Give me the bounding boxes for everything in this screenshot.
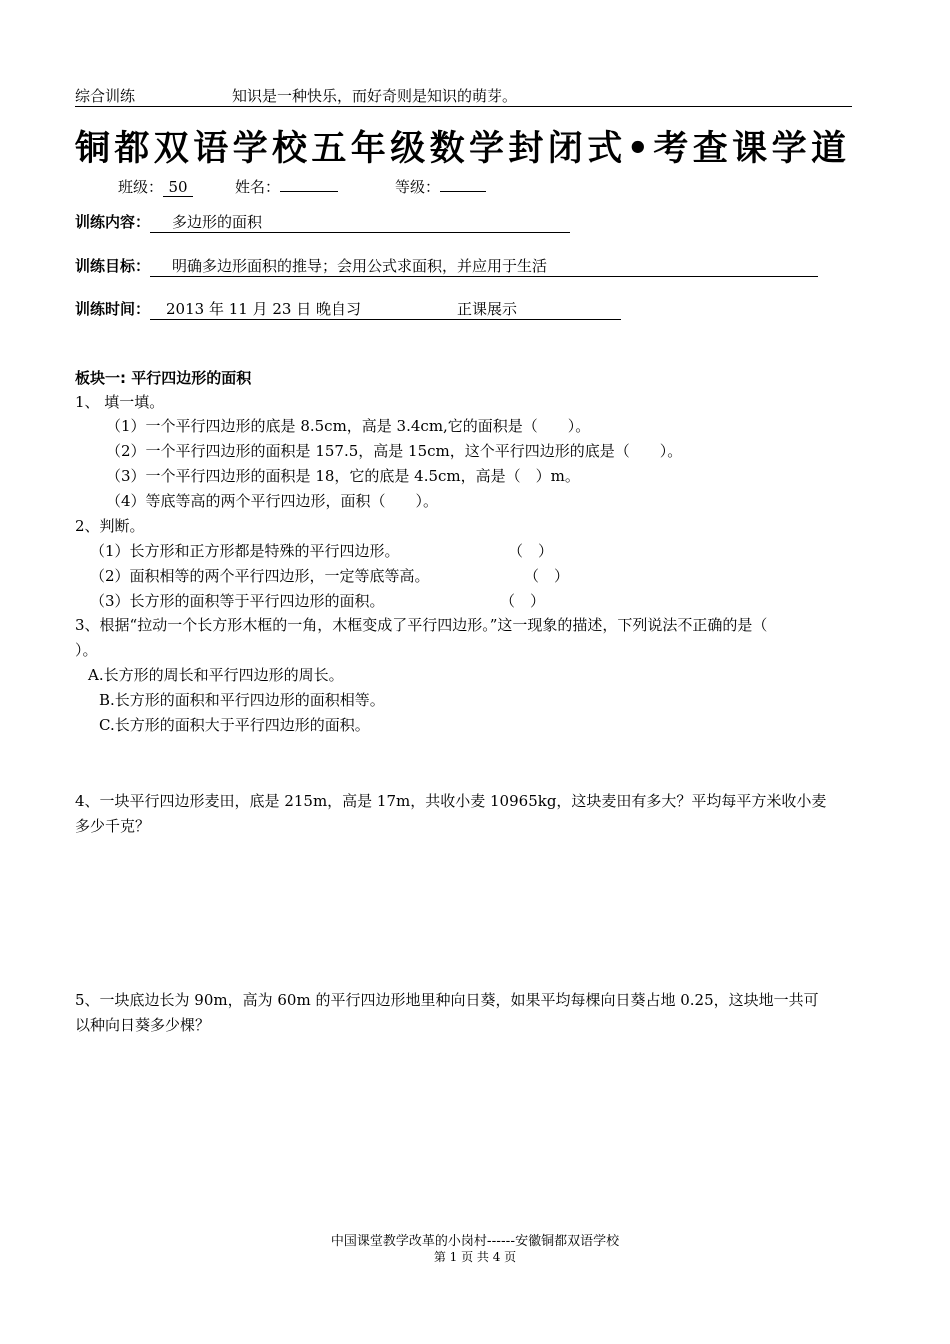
question-3-stem: 3、根据“拉动一个长方形木框的一角，木框变成了平行四边形。”这一现象的描述，下列说法不正确的是（ — [75, 616, 768, 634]
training-time-row — [75, 299, 621, 320]
question-5-text-continued: 以种向日葵多少棵？ — [75, 1016, 211, 1034]
name-value[interactable] — [280, 191, 338, 192]
training-content-label: 训练内容： — [75, 213, 151, 231]
name-field — [235, 176, 338, 197]
training-time-label: 训练时间： — [75, 300, 151, 318]
class-field — [118, 176, 193, 197]
question-2-answer-paren[interactable]: （ ） — [524, 567, 570, 585]
question-2-item: （1）长方形和正方形都是特殊的平行四边形。 — [90, 542, 400, 560]
question-1-stem: 1、 填一填。 — [75, 393, 165, 411]
grade-field — [395, 176, 486, 197]
class-value[interactable]: 50 — [163, 178, 193, 197]
question-3-stem-continued: ）。 — [75, 641, 98, 659]
question-2-answer-paren[interactable]: （ ） — [508, 542, 554, 560]
question-3-option: C.长方形的面积大于平行四边形的面积。 — [99, 716, 370, 734]
question-2-item: （3）长方形的面积等于平行四边形的面积。 — [90, 592, 385, 610]
question-2-item: （2）面积相等的两个平行四边形，一定等底等高。 — [90, 567, 430, 585]
question-3-option: A.长方形的周长和平行四边形的周长。 — [88, 666, 344, 684]
training-time-value: 2013 年 11 月 23 日 晚自习 — [166, 300, 361, 318]
training-goal-value: 明确多边形面积的推导；会用公式求面积，并应用于生活 — [150, 256, 818, 277]
header-motto: 知识是一种快乐，而好奇则是知识的萌芽。 — [232, 87, 518, 105]
footer-page-number: 第 1 页 共 4 页 — [433, 1250, 517, 1264]
training-content-row — [75, 212, 570, 233]
header-section-label: 综合训练 — [75, 87, 136, 105]
class-label: 班级： — [118, 178, 164, 196]
question-4-text-continued: 多少千克？ — [75, 817, 151, 835]
name-label: 姓名： — [235, 178, 281, 196]
page-title: 铜都双语学校五年级数学封闭式•考查课学道 — [75, 128, 851, 169]
grade-value[interactable] — [440, 191, 486, 192]
question-1-item: （1）一个平行四边形的底是 8.5cm，高是 3.4cm,它的面积是（ ）。 — [106, 417, 591, 435]
grade-label: 等级： — [395, 178, 441, 196]
section-title: 板块一: 平行四边形的面积 — [75, 369, 252, 387]
question-3-option: B.长方形的面积和平行四边形的面积相等。 — [99, 691, 385, 709]
question-2-answer-paren[interactable]: （ ） — [500, 592, 546, 610]
training-goal-label: 训练目标： — [75, 257, 151, 275]
header-divider — [75, 106, 852, 107]
training-content-value: 多边形的面积 — [150, 212, 570, 233]
question-1-item: （4）等底等高的两个平行四边形，面积（ ）。 — [106, 492, 439, 510]
question-1-item: （3）一个平行四边形的面积是 18，它的底是 4.5cm，高是（ ）m。 — [106, 467, 580, 485]
footer-school-slogan: 中国课堂教学改革的小岗村------安徽铜都双语学校 — [330, 1234, 620, 1249]
question-1-item: （2）一个平行四边形的面积是 157.5，高是 15cm，这个平行四边形的底是（ ）。 — [106, 442, 683, 460]
question-5-text: 5、一块底边长为 90m，高为 60m 的平行四边形地里种向日葵，如果平均每棵向日葵占地 0.25，这块地一共可 — [75, 991, 819, 1009]
training-goal-row — [75, 256, 818, 277]
training-time-extra: 正课展示 — [456, 300, 517, 318]
question-4-text: 4、一块平行四边形麦田，底是 215m，高是 17m，共收小麦 10965kg，这块麦田有多大？平均每平方米收小麦 — [75, 792, 827, 810]
question-2-stem: 2、判断。 — [75, 517, 145, 535]
